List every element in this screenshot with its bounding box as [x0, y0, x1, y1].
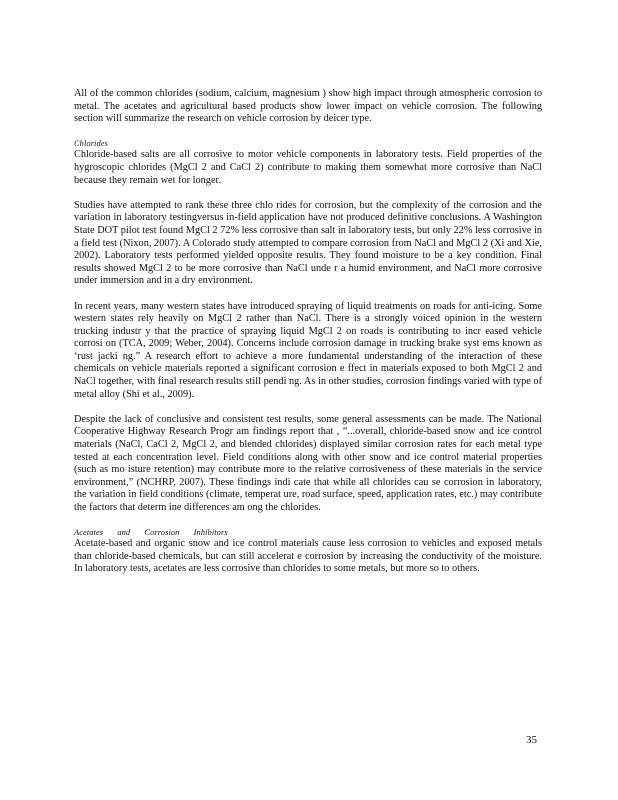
- page-body: [74, 88, 542, 576]
- chlorides-paragraph-2: Studies have attempted to rank these three chlo rides for corrosion, but the complexity of the corrosion and the variation in laboratory testingversus in-field application have not produced definitive conclusions. A Washington State DOT pilot test found MgCl 2 72% less corrosive than salt in laboratory tests, but only 22% less corrosive in a field test (Nixon, 2007). A Colorado study attempted to compare corrosion from NaCl and MgCl 2 (Xi and Xie, 2002). Laboratory tests performed yielded opposite results. They found moisture to be a key condition. Final results showed MgCl 2 to be more corrosive than NaCl unde r a humid environment, and NaCl more corrosive under immersion and in a dry environment.: [74, 199, 542, 287]
- chlorides-paragraph-4: Despite the lack of conclusive and consistent test results, some general assessments can be made. The National Cooperative Highway Research Progr am findings report that , “...overall, chloride-based snow and ice control materials (NaCl, CaCl 2, MgCl 2, and blended chlorides) displayed similar corrosion rates for each metal type tested at each concentration level. Field conditions along with other snow and ice control material properties (such as mo isture retention) may contribute more to the relative corrosiveness of these materials in the service environment,” (NCHRP, 2007). These findings indi cate that while all chlorides cau se corrosion in laboratory, the variation in field conditions (climate, temperat ure, road surface, speed, application rates, etc.) may contribute the factors that determ ine differences am ong the chlorides.: [74, 413, 542, 513]
- chlorides-paragraph-3: In recent years, many western states have introduced spraying of liquid treatments on roads for anti-icing. Some western states rely heavily on MgCl 2 rather than NaCl. There is a strongly voiced opinion in the western trucking industr y that the practice of spraying liquid MgCl 2 on roads is contributing to incr eased vehicle corrosi on (TCA, 2009; Weber, 2004). Concerns include corrosion damage in trucking brake syst ems known as ‘rust jacki ng.” A research effort to achieve a more fundamental understanding of the interaction of these chemicals on vehicle materials reported a significant corrosion e ffect in materials exposed to both MgCl 2 and NaCl together, with final research results still pendi ng. As in other studies, corrosion findings varied with type of metal alloy (Shi et al., 2009).: [74, 300, 542, 400]
- intro-paragraph: All of the common chlorides (sodium, calcium, magnesium ) show high impact through atmospheric corrosion to metal. The acetates and agricultural based products show lower impact on vehicle corrosion. The following section will summarize the research on vehicle corrosion by deicer type.: [74, 88, 542, 125]
- acetates-paragraph-1: Acetate-based and organic snow and ice control materials cause less corrosion to vehicles and exposed metals than chloride-based chemicals, but can still accelerat e corrosion by increasing the conductivity of the moisture. In laboratory tests, acetates are less corrosive than chlorides to some metals, but more so to others.: [74, 538, 542, 575]
- section-heading-chlorides: Chlorides: [74, 139, 108, 149]
- chlorides-paragraph-1: Chloride-based salts are all corrosive to motor vehicle components in laboratory tests. Field properties of the hygroscopic chlorides (MgCl 2 and CaCl 2) contribute to making them somewhat more corrosive than NaCl because they remain wet for longer.: [74, 149, 542, 186]
- section-heading-acetates: Acetates and Corrosion Inhibitors: [74, 528, 228, 538]
- page-number: 35: [526, 734, 537, 746]
